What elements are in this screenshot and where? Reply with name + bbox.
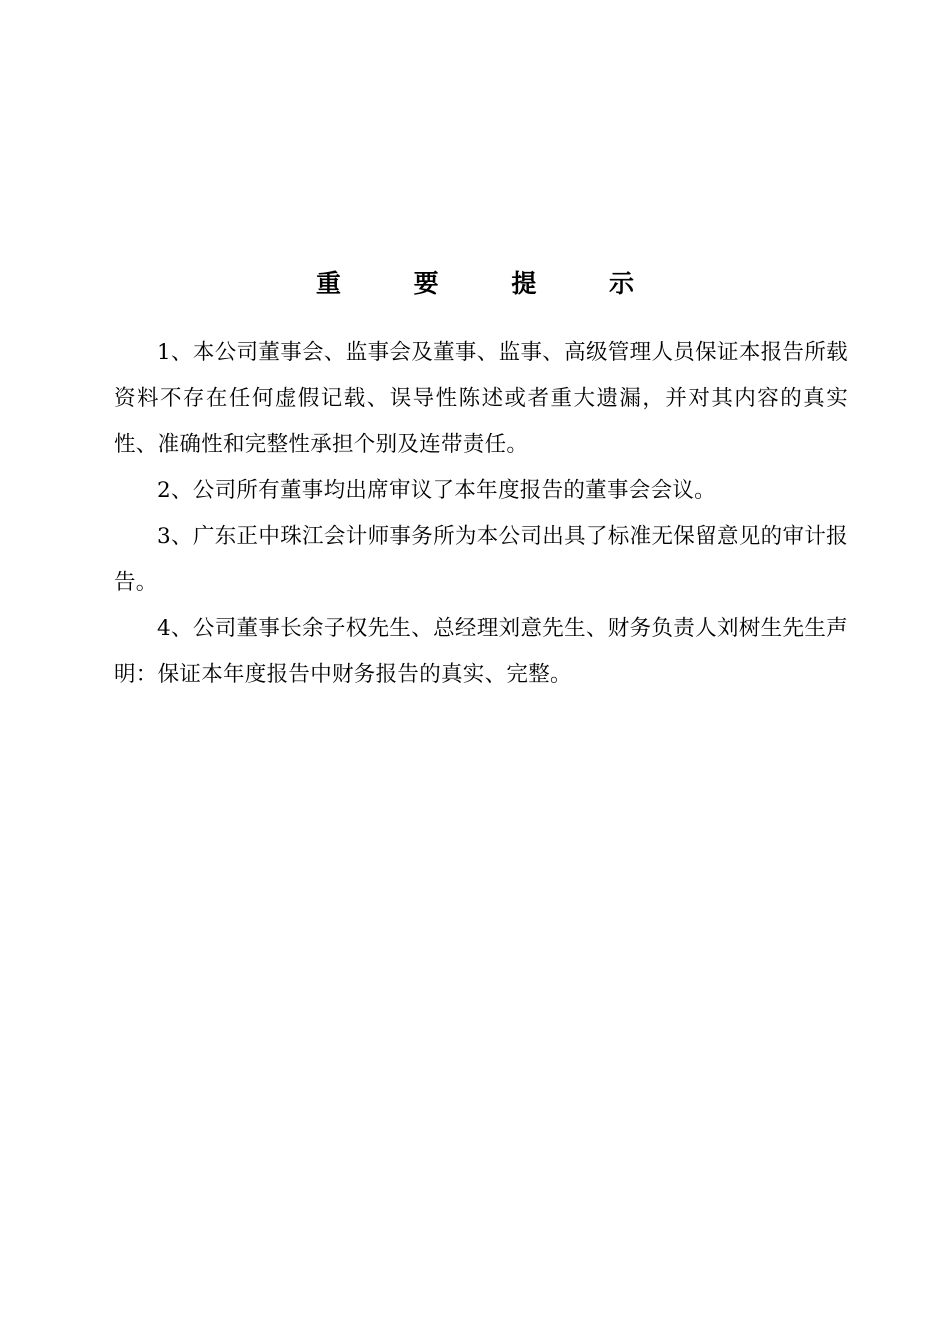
notice-paragraph-4: 4、公司董事长余子权先生、总经理刘意先生、财务负责人刘树生先生声明：保证本年度报告中财务报告的真实、完整。 (114, 616, 848, 687)
notice-body (114, 330, 848, 698)
notice-paragraph-2: 2、公司所有董事均出席审议了本年度报告的董事会会议。 (157, 478, 716, 503)
page-title: 重 要 提 示 (315, 269, 667, 298)
notice-paragraph-1: 1、本公司董事会、监事会及董事、监事、高级管理人员保证本报告所载资料不存在任何虚假记载、误导性陈述或者重大遗漏，并对其内容的真实性、准确性和完整性承担个别及连带责任。 (114, 340, 848, 457)
notice-paragraph-3: 3、广东正中珠江会计师事务所为本公司出具了标准无保留意见的审计报告。 (114, 524, 848, 595)
